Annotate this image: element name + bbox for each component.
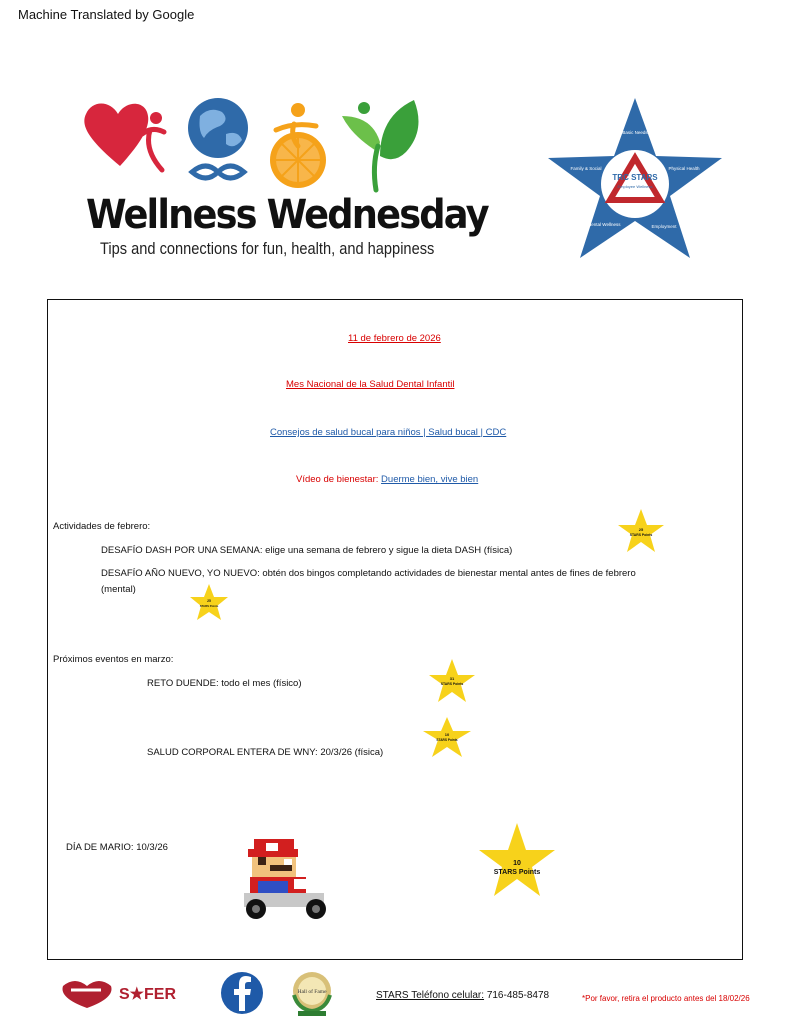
- svg-text:Basic Needs: Basic Needs: [622, 130, 648, 135]
- translation-banner: Machine Translated by Google: [18, 7, 195, 22]
- svg-text:STARS Points: STARS Points: [436, 738, 458, 742]
- march-event-whole-body: SALUD CORPORAL ENTERA DE WNY: 20/3/26 (física): [147, 747, 384, 758]
- content-box: [47, 299, 743, 960]
- feb-activity-new-year-tag: (mental): [101, 584, 136, 595]
- heart-hands-icon: [63, 981, 112, 1008]
- svg-text:10: 10: [444, 732, 450, 737]
- svg-text:STARS Points: STARS Points: [440, 682, 464, 686]
- svg-text:25: 25: [638, 527, 644, 532]
- safer-logo: [57, 976, 187, 1010]
- march-event-elf: RETO DUENDE: todo el mes (físico): [147, 678, 302, 689]
- stars-center-text: TRC STARS: [612, 173, 658, 182]
- feb-activity-new-year: DESAFÍO AÑO NUEVO, YO NUEVO: obtén dos bingos completando actividades de bienestar mental antes de fines de febrero: [101, 568, 636, 579]
- svg-text:Employment: Employment: [651, 224, 677, 229]
- phone-label: STARS Teléfono celular:: [376, 990, 485, 1001]
- phone-number: 716-485-8478: [486, 990, 550, 1001]
- trc-stars-logo: [546, 96, 724, 262]
- svg-text:Hall of Fame: Hall of Fame: [297, 989, 327, 995]
- mario-kart-icon: [240, 835, 332, 921]
- date: 11 de febrero de 2026: [348, 333, 441, 344]
- february-heading: Actividades de febrero:: [53, 521, 151, 532]
- svg-text:S★FER: S★FER: [119, 986, 177, 1003]
- stars-points-badge: [189, 583, 229, 621]
- video-line: [296, 474, 478, 485]
- svg-text:STARS Points: STARS Points: [199, 604, 219, 608]
- wellness-title: Wellness Wednesday: [86, 192, 488, 238]
- svg-text:Physical Health: Physical Health: [668, 166, 700, 171]
- stars-points-badge: [478, 822, 556, 898]
- pickup-note: *Por favor, retira el producto antes del 18/02/26: [582, 994, 750, 1003]
- svg-text:Employee Wellness: Employee Wellness: [617, 184, 653, 189]
- wellness-tagline: Tips and connections for fun, health, and happiness: [100, 239, 435, 258]
- stars-points-badge: [428, 658, 476, 704]
- video-prefix: Vídeo de bienestar:: [296, 474, 379, 485]
- month-theme-link[interactable]: Mes Nacional de la Salud Dental Infantil: [286, 379, 455, 390]
- svg-text:25: 25: [207, 599, 211, 603]
- globe-icon: [188, 98, 248, 158]
- phone-line: [376, 990, 549, 1001]
- mario-day: DÍA DE MARIO: 10/3/26: [66, 842, 168, 853]
- wellness-icons: [80, 86, 432, 194]
- feb-activity-dash: DESAFÍO DASH POR UNA SEMANA: elige una semana de febrero y sigue la dieta DASH (física): [101, 545, 513, 556]
- heart-icon: [84, 104, 148, 167]
- svg-text:Mental Wellness: Mental Wellness: [587, 222, 621, 227]
- stars-points-badge: [422, 716, 472, 758]
- march-heading: Próximos eventos en marzo:: [53, 654, 174, 665]
- svg-text:STARS Points: STARS Points: [493, 869, 541, 876]
- leaf-icon: [380, 100, 419, 159]
- hall-of-fame-badge: [288, 969, 336, 1017]
- svg-text:10: 10: [513, 860, 521, 867]
- svg-text:STARS Points: STARS Points: [629, 533, 653, 537]
- facebook-icon[interactable]: [220, 971, 264, 1015]
- video-link[interactable]: Duerme bien, vive bien: [381, 474, 479, 485]
- oral-health-link[interactable]: Consejos de salud bucal para niños | Salud bucal | CDC: [270, 427, 507, 438]
- svg-text:31: 31: [449, 676, 455, 681]
- svg-text:Family & Social: Family & Social: [570, 166, 602, 171]
- stars-points-badge: [617, 508, 665, 554]
